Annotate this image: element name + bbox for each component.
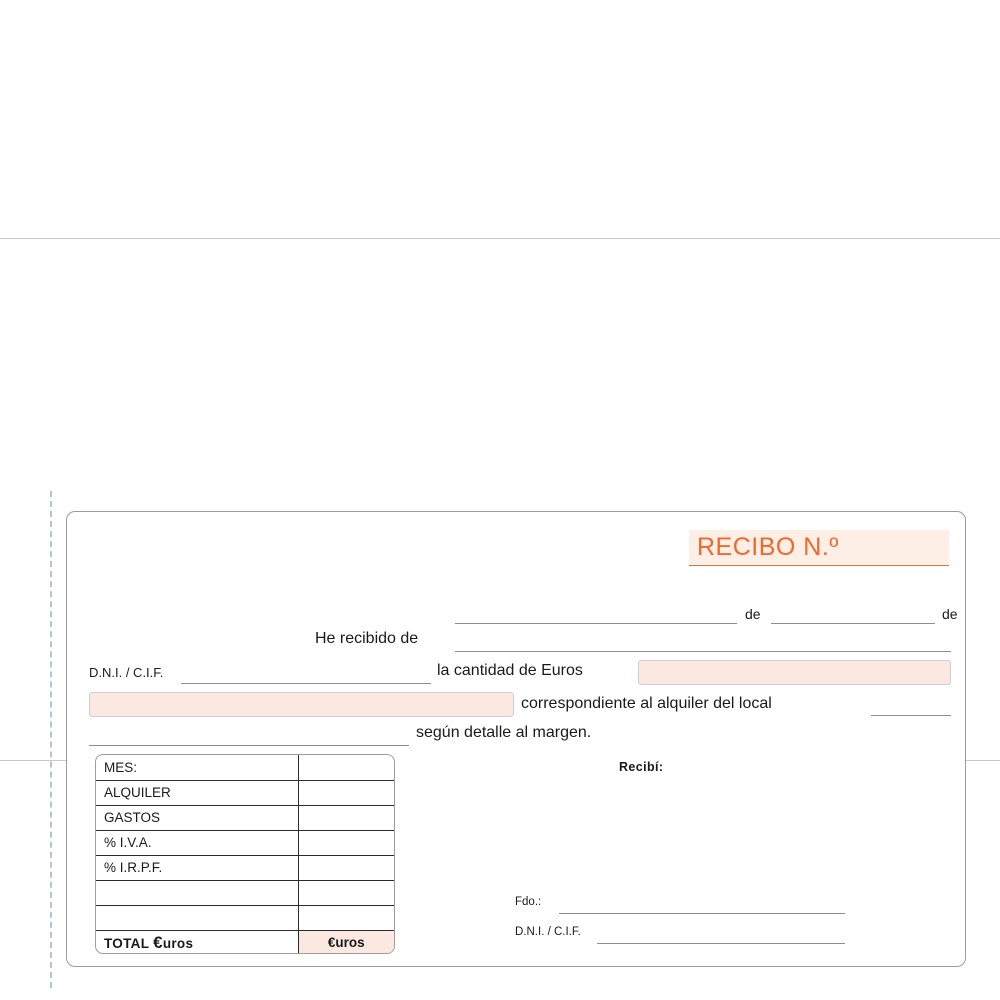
table-cell-value[interactable] — [298, 805, 394, 830]
total-label: TOTAL — [104, 935, 149, 951]
recibido-de-input[interactable] — [455, 651, 951, 652]
date-month-input[interactable] — [771, 623, 935, 624]
table-row — [96, 905, 394, 930]
table-row — [96, 830, 394, 855]
row-fdo — [515, 894, 845, 914]
receipt-number-input[interactable] — [689, 530, 949, 564]
cantidad-euros-input[interactable] — [638, 660, 951, 685]
table-cell-label: ALQUILER — [96, 780, 298, 805]
correspondiente-label: correspondiente al alquiler del local — [521, 695, 772, 712]
euro-icon: € — [153, 932, 163, 952]
date-de-label-2: de — [942, 606, 958, 622]
segun-input[interactable] — [89, 745, 409, 746]
recibido-de-label: He recibido de — [315, 630, 419, 647]
row-signature-dni — [515, 924, 845, 944]
date-day-input[interactable] — [455, 623, 737, 624]
local-input[interactable] — [871, 715, 951, 716]
breakdown-table-wrapper — [95, 754, 395, 954]
dni-label: D.N.I. / C.I.F. — [89, 665, 164, 680]
title-underline — [689, 565, 949, 566]
receipt-number-block — [689, 530, 949, 564]
table-cell-label: GASTOS — [96, 805, 298, 830]
table-cell-value[interactable] — [298, 780, 394, 805]
receipt-form — [66, 511, 966, 967]
row-segun-detalle — [89, 724, 951, 746]
total-currency-word: uros — [162, 935, 194, 951]
perforation-line — [50, 491, 52, 988]
table-row — [96, 880, 394, 905]
date-de-label-1: de — [745, 606, 761, 622]
table-cell-value[interactable] — [298, 855, 394, 880]
table-row — [96, 855, 394, 880]
table-cell-label: % I.V.A. — [96, 830, 298, 855]
signature-dni-label: D.N.I. / C.I.F. — [515, 926, 581, 938]
table-cell-value[interactable] — [298, 755, 394, 780]
breakdown-table — [96, 755, 394, 954]
table-cell-label: MES: — [96, 755, 298, 780]
table-cell-label — [96, 880, 298, 905]
fdo-label: Fdo.: — [515, 896, 542, 908]
table-row — [96, 780, 394, 805]
date-line — [455, 602, 958, 624]
table-row-total — [96, 930, 394, 954]
paper-sheet — [0, 238, 1000, 952]
table-row — [96, 755, 394, 780]
row-dni-cantidad — [89, 660, 951, 686]
table-cell-value[interactable] — [298, 905, 394, 930]
total-value-cell[interactable]: €uros — [298, 930, 394, 954]
segun-detalle-label: según detalle al margen. — [416, 724, 592, 741]
fdo-input[interactable] — [559, 913, 845, 914]
row-recibido-de — [315, 630, 951, 652]
cantidad-letras-input[interactable] — [89, 692, 514, 717]
table-cell-label — [96, 905, 298, 930]
total-label-cell — [96, 930, 298, 954]
recibi-label: Recibí: — [619, 760, 664, 774]
row-correspondiente — [89, 692, 951, 718]
signature-dni-input[interactable] — [597, 943, 845, 944]
dni-input[interactable] — [181, 683, 431, 684]
table-cell-value[interactable] — [298, 830, 394, 855]
table-row — [96, 805, 394, 830]
table-cell-label: % I.R.P.F. — [96, 855, 298, 880]
cantidad-euros-label: la cantidad de Euros — [437, 662, 583, 679]
table-cell-value[interactable] — [298, 880, 394, 905]
page-title: RECIBO N.º — [697, 533, 839, 561]
